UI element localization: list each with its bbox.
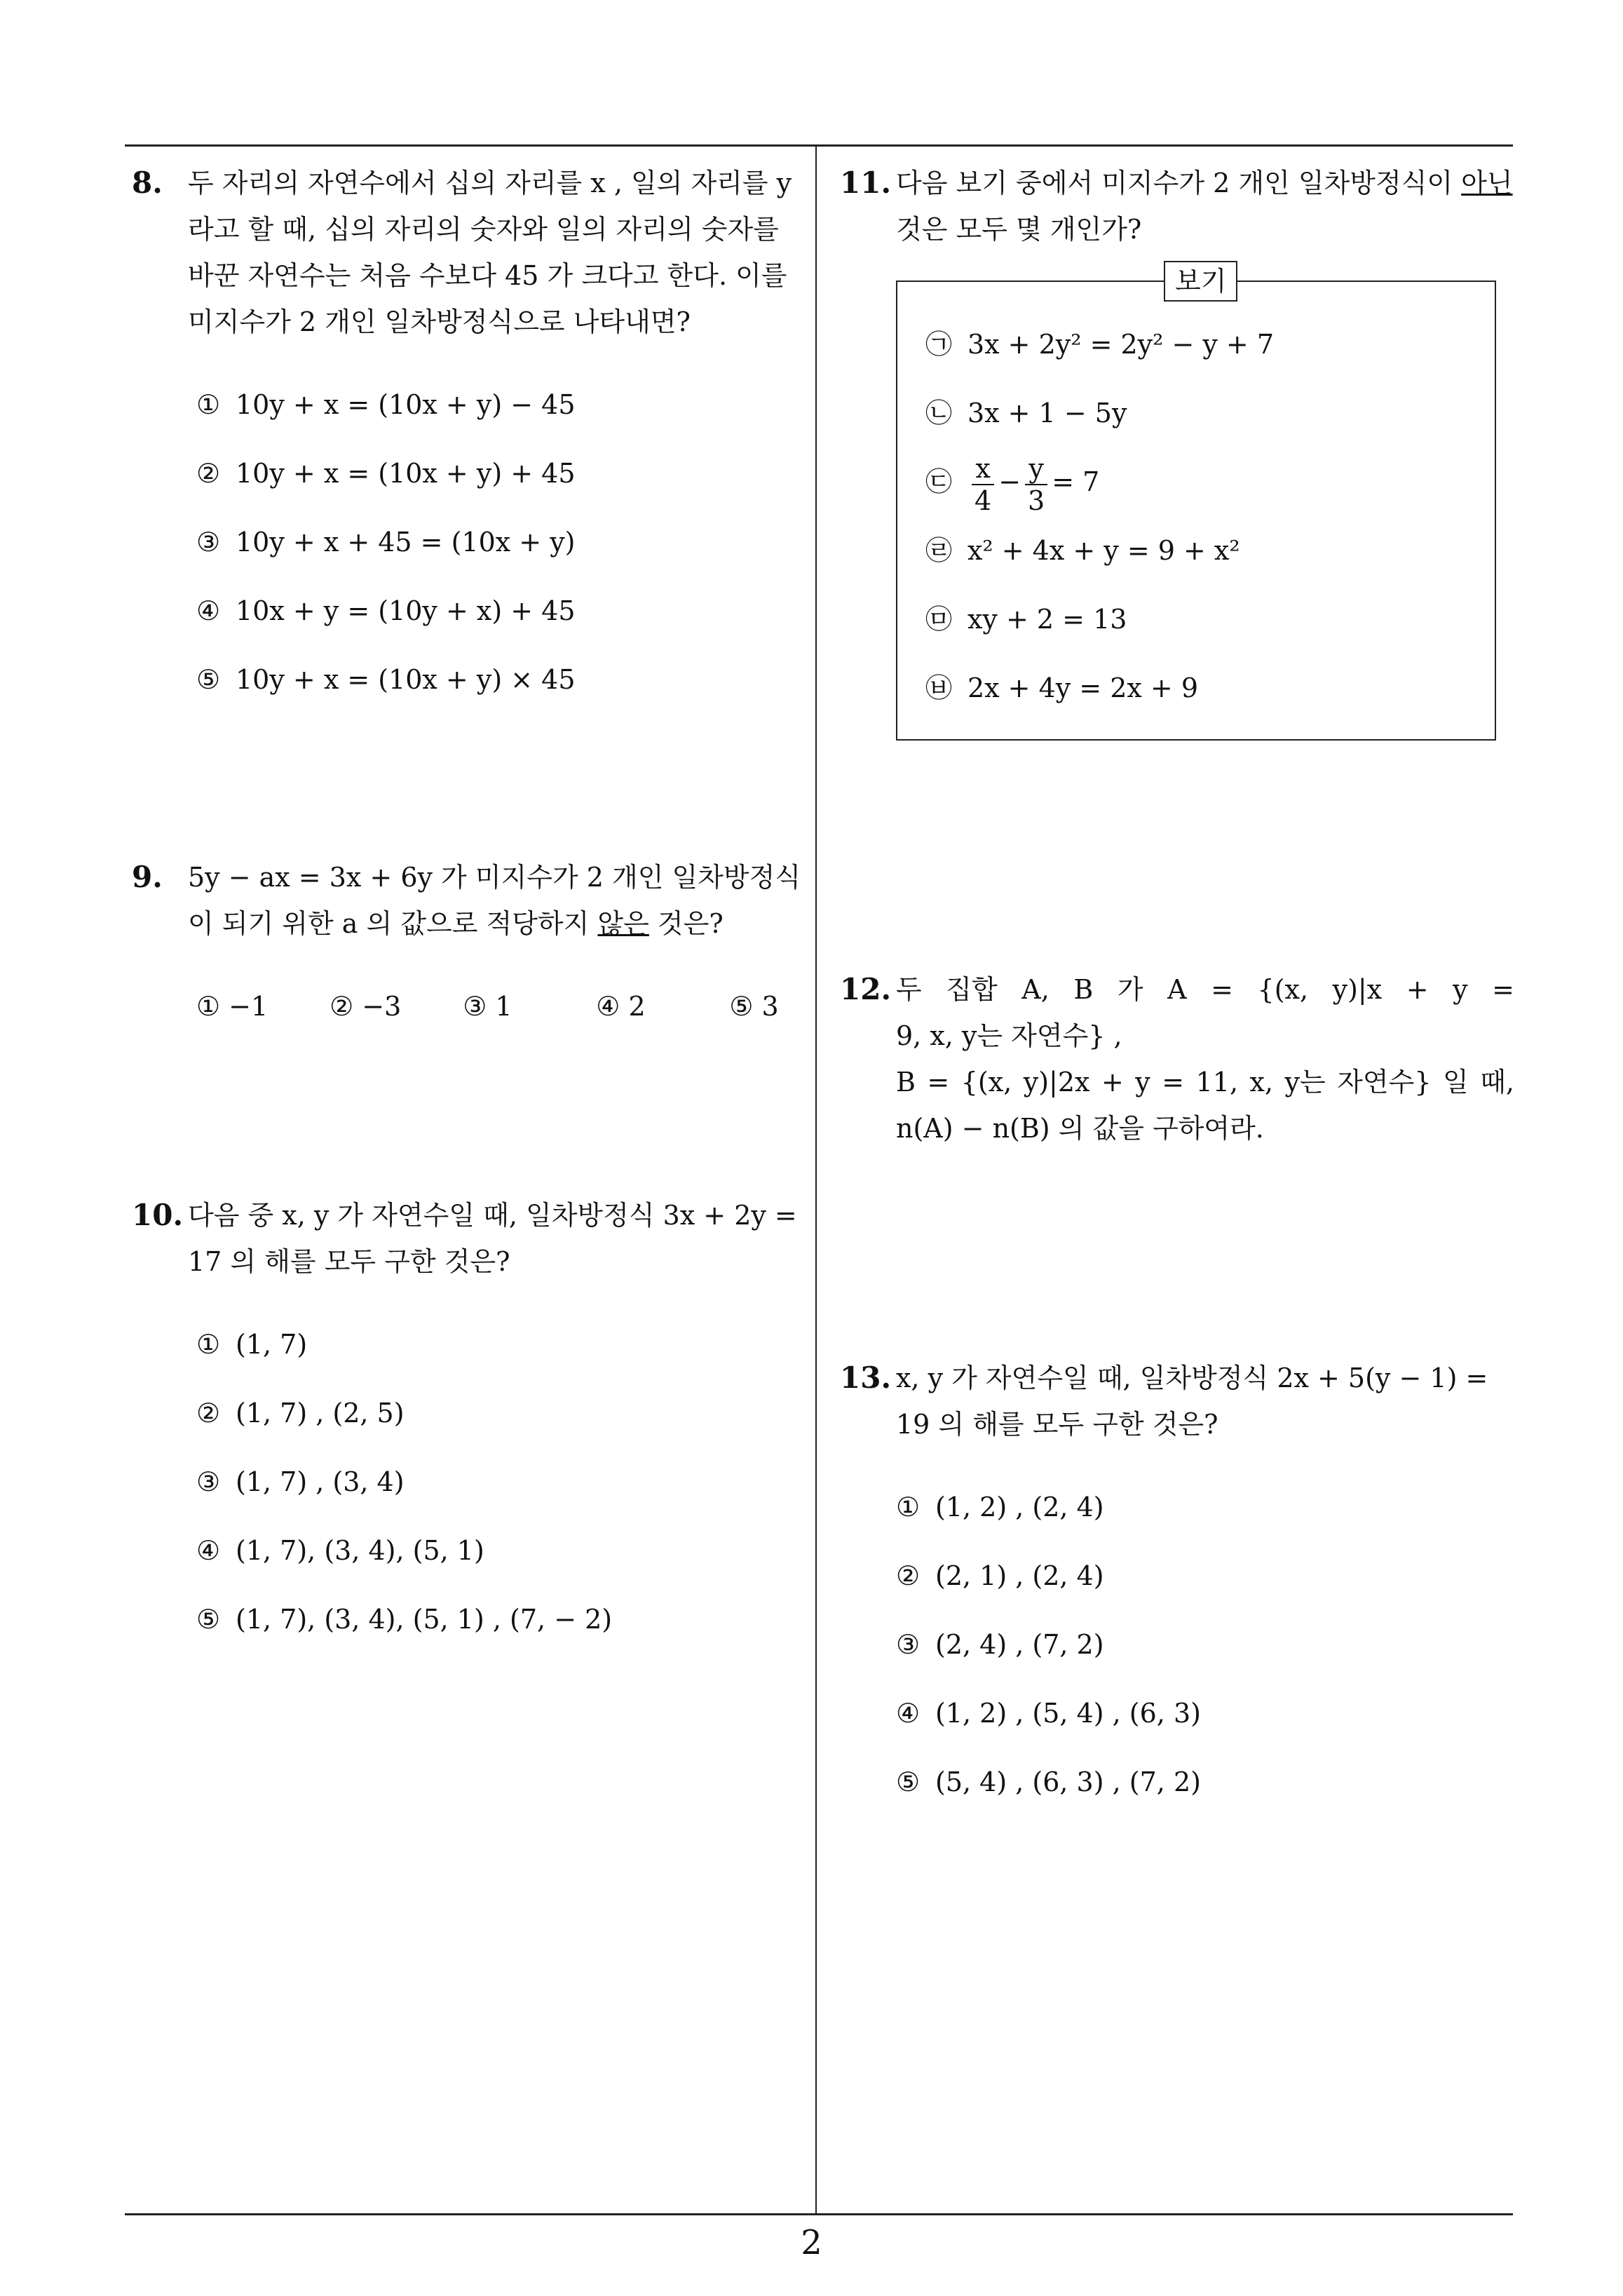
question-number: 13. <box>840 1360 892 1395</box>
question-8 <box>132 160 805 714</box>
question-text: x, y 가 자연수일 때, 일차방정식 2x + 5(y − 1) = 19 의 해를 모두 구한 것은? <box>896 1363 1488 1440</box>
option-4[interactable]: ④ 2 <box>596 991 646 1022</box>
option-5[interactable]: ⑤ (1, 7), (3, 4), (5, 1) , (7, − 2) <box>196 1604 613 1635</box>
example-item-3: ㉢ $\frac{x}{4}$ − $\frac{y}{3}$ = 7 <box>925 452 1100 516</box>
underlined-word: 아닌 <box>1461 168 1513 198</box>
column-divider <box>815 144 817 2215</box>
question-11 <box>840 160 1514 252</box>
option-5[interactable]: ⑤ 10y + x = (10x + y) × 45 <box>196 664 576 695</box>
question-number: 8. <box>132 166 163 200</box>
option-2[interactable]: ② 10y + x = (10x + y) + 45 <box>196 458 576 489</box>
option-2[interactable]: ② (1, 7) , (2, 5) <box>196 1398 405 1429</box>
option-5[interactable]: ⑤ (5, 4) , (6, 3) , (7, 2) <box>896 1767 1201 1797</box>
option-2[interactable]: ② −3 <box>330 991 402 1022</box>
option-4[interactable]: ④ 10x + y = (10y + x) + 45 <box>196 595 576 626</box>
option-1[interactable]: ① (1, 7) <box>196 1329 308 1360</box>
page-number: 2 <box>801 2223 822 2262</box>
example-item-6: ㉥ 2x + 4y = 2x + 9 <box>925 673 1199 703</box>
option-list <box>132 983 805 1029</box>
question-text: 다음 보기 중에서 미지수가 2 개인 일차방정식이 아닌 것은 모두 몇 개인가? <box>896 168 1513 245</box>
option-1[interactable]: ① 10y + x = (10x + y) − 45 <box>196 389 576 420</box>
question-text: 두 자리의 자연수에서 십의 자리를 x , 일의 자리를 y 라고 할 때, 십의 자리의 숫자와 일의 자리의 숫자를 바꾼 자연수는 처음 수보다 45 가 크다고 한다. 이를 미지수가 2 개인 일차방정식으로 나타내면? <box>188 168 792 337</box>
top-rule <box>125 144 1513 147</box>
question-10 <box>132 1192 805 1654</box>
question-9 <box>132 854 805 1029</box>
option-list <box>132 1310 805 1654</box>
question-text: 두 집합 A, B 가 A = {(x, y)|x + y = 9, x, y는 자연수} , B = {(x, y)|2x + y = 11, x, y는 자연수} 일 때, n(A) − n(B) 의 값을 구하여라. <box>896 974 1514 1144</box>
option-3[interactable]: ③ (1, 7) , (3, 4) <box>196 1466 405 1497</box>
underlined-word: 않은 <box>597 908 649 939</box>
question-number: 9. <box>132 860 163 894</box>
question-text: 다음 중 x, y 가 자연수일 때, 일차방정식 3x + 2y = 17 의 해를 모두 구한 것은? <box>188 1200 797 1277</box>
option-3[interactable]: ③ 10y + x + 45 = (10x + y) <box>196 527 576 558</box>
bottom-rule <box>125 2213 1513 2215</box>
question-number: 11. <box>840 166 892 200</box>
question-12 <box>840 966 1514 1152</box>
example-item-5: ㉤ xy + 2 = 13 <box>925 604 1127 635</box>
fraction: $\frac{y}{3}$ <box>1025 453 1047 516</box>
fraction: $\frac{x}{4}$ <box>972 453 994 516</box>
question-text: 5y − ax = 3x + 6y 가 미지수가 2 개인 일차방정식이 되기 위한 a 의 값으로 적당하지 않은 것은? <box>188 862 801 939</box>
option-list <box>132 370 805 714</box>
option-1[interactable]: ① (1, 2) , (2, 4) <box>896 1492 1104 1522</box>
question-number: 12. <box>840 972 892 1006</box>
option-4[interactable]: ④ (1, 2) , (5, 4) , (6, 3) <box>896 1698 1201 1729</box>
option-2[interactable]: ② (2, 1) , (2, 4) <box>896 1560 1104 1591</box>
question-number: 10. <box>132 1198 184 1232</box>
example-box-title: 보기 <box>1164 261 1237 302</box>
option-1[interactable]: ① −1 <box>196 991 269 1022</box>
example-item-1: ㉠ 3x + 2y² = 2y² − y + 7 <box>925 329 1274 360</box>
option-4[interactable]: ④ (1, 7), (3, 4), (5, 1) <box>196 1535 484 1566</box>
option-list <box>840 1473 1514 1816</box>
option-3[interactable]: ③ 1 <box>463 991 512 1022</box>
option-5[interactable]: ⑤ 3 <box>729 991 779 1022</box>
example-item-4: ㉣ x² + 4x + y = 9 + x² <box>925 535 1240 566</box>
option-3[interactable]: ③ (2, 4) , (7, 2) <box>896 1629 1104 1660</box>
example-item-2: ㉡ 3x + 1 − 5y <box>925 398 1127 428</box>
example-box <box>896 266 1496 741</box>
question-13 <box>840 1355 1514 1816</box>
